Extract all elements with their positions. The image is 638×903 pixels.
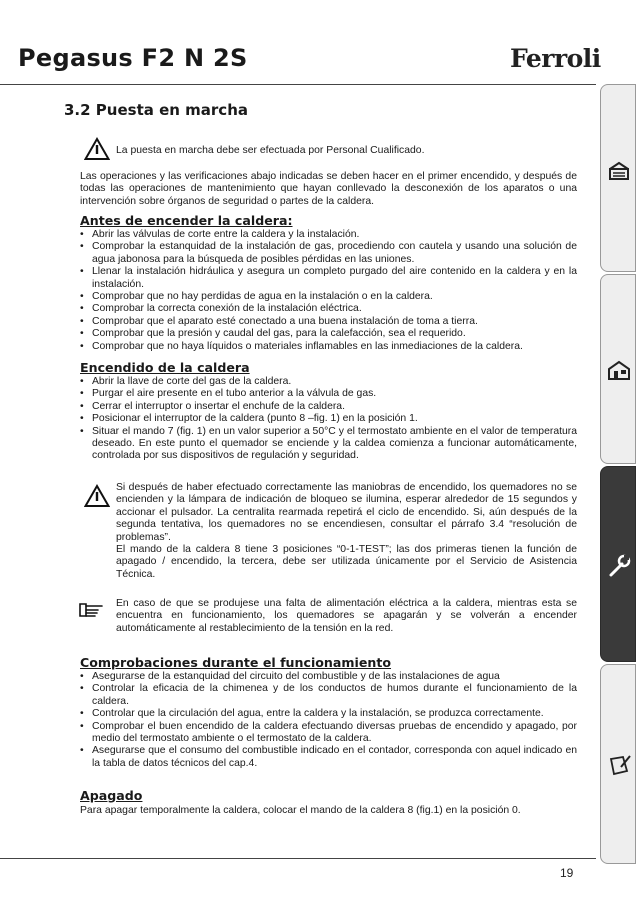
intro-paragraph: Las operaciones y las verificaciones abajo indicadas se deben hacer en el primer encendido, y después de todas las operaciones de mantenimiento que hayan conllevado la desconexión de los aparatos o una intervención sobre órganos de seguridad o partes de la caldera. [80, 171, 577, 207]
list-item: • Cerrar el interruptor o insertar el enchufe de la caldera. [80, 401, 577, 413]
list-item: • Comprobar que la presión y caudal del gas, para la calefacción, sea el requerido. [80, 328, 577, 340]
warning-text: Si después de haber efectuado correctamente las maniobras de encendido, los quemadores no se encienden y la lámpara de indicación de bloqueo se ilumina, esperar alrededor de 15 segundos y accionar el pulsador. La centralita rearmada repetirá el ciclo de encendido. Si, aún después de la segunda tentativa, los quemadores no se encendiesen, consultar el párrafo 3.4 “resolución de problemas”. [116, 482, 577, 543]
list-item: • Controlar que la circulación del agua, entre la caldera y la instalación, se produzca correctamente. [80, 708, 577, 720]
subsection-title-antes: Antes de encender la caldera: [80, 213, 293, 228]
comprobaciones-list [80, 671, 577, 770]
tab-user[interactable] [600, 84, 636, 272]
list-item: • Abrir la llave de corte del gas de la caldera. [80, 376, 577, 388]
list-item: • Comprobar el buen encendido de la caldera efectuando diversas pruebas de encendido y apagado, por medio del termostato ambiente o el termostato de la caldera. [80, 721, 577, 746]
warning-icon [84, 484, 110, 508]
tab-maintenance[interactable] [600, 466, 636, 662]
list-item: • Asegurarse que el consumo del combustible indicado en el contador, corresponda con aquel indicado en la tabla de datos técnicos del cap.4. [80, 745, 577, 770]
list-item: • Abrir las válvulas de corte entre la caldera y la instalación. [80, 229, 577, 241]
list-item: • Comprobar que no haya líquidos o materiales inflamables en las inmediaciones de la caldera. [80, 341, 577, 353]
list-item: • Situar el mando 7 (fig. 1) en un valor superior a 50°C y el termostato ambiente en el valor de temperatura deseado. En este punto el quemador se enciende y la caldea comienza a funcionar automáticamente, controlada por sus dispositivos de regulación y seguridad. [80, 426, 577, 463]
list-item: • Comprobar la estanquidad de la instalación de gas, procediendo con cautela y usando una solución de agua jabonosa para la búsqueda de posibles pérdidas en las uniones. [80, 241, 577, 266]
document-title: Pegasus F2 N 2S [18, 44, 248, 72]
list-item: • Comprobar que no hay perdidas de agua en la instalación o en la caldera. [80, 291, 577, 303]
installation-icon [605, 357, 633, 385]
warning-text: El mando de la caldera 8 tiene 3 posiciones “0-1-TEST”; las dos primeras tienen la función de apagado / encendido, la tercera, debe ser utilizada únicamente por el Servicio de Asistencia Técnica. [116, 544, 577, 580]
notes-icon [605, 751, 633, 779]
wrench-icon [605, 551, 633, 579]
pointing-hand-icon [78, 598, 106, 620]
warning-icon [84, 137, 110, 161]
encendido-list [80, 376, 577, 463]
list-item: • Comprobar que el aparato esté conectado a una buena instalación de toma a tierra. [80, 316, 577, 328]
list-item: • Controlar la eficacia de la chimenea y de los conductos de humos durante el funcionamiento de la caldera. [80, 683, 577, 708]
subsection-title-comprobaciones: Comprobaciones durante el funcionamiento [80, 655, 392, 670]
header-divider [0, 84, 596, 85]
subsection-title-apagado: Apagado [80, 788, 143, 803]
list-item: • Llenar la instalación hidráulica y asegura un completo purgado del aire contenido en la caldera y en la instalación. [80, 266, 577, 291]
user-icon [605, 159, 633, 187]
list-item: • Purgar el aire presente en el tubo anterior a la válvula de gas. [80, 388, 577, 400]
list-item: • Comprobar la correcta conexión de la instalación eléctrica. [80, 303, 577, 315]
tab-installation[interactable] [600, 274, 636, 464]
apagado-paragraph: Para apagar temporalmente la caldera, colocar el mando de la caldera 8 (fig.1) en la posición 0. [80, 805, 521, 816]
brand-logo: Ferroli [510, 44, 601, 73]
subsection-title-encendido: Encendido de la caldera [80, 360, 250, 375]
page-number: 19 [560, 866, 574, 880]
note-text: En caso de que se produjese una falta de alimentación eléctrica a la caldera, mientras esta se encuentra en funcionamiento, los quemadores se apagarán y se volverán a encender automáticamente al restablecimiento de la tensión en la red. [116, 598, 577, 634]
warning-text: La puesta en marcha debe ser efectuada por Personal Cualificado. [116, 145, 425, 156]
section-tabs [598, 84, 638, 864]
footer-divider [0, 858, 596, 859]
list-item: • Posicionar el interruptor de la caldera (punto 8 –fig. 1) en la posición 1. [80, 413, 577, 425]
section-title: 3.2 Puesta en marcha [64, 101, 248, 119]
list-item: • Asegurarse de la estanquidad del circuito del combustible y de las instalaciones de agua [80, 671, 577, 683]
tab-notes[interactable] [600, 664, 636, 864]
antes-list [80, 229, 577, 353]
